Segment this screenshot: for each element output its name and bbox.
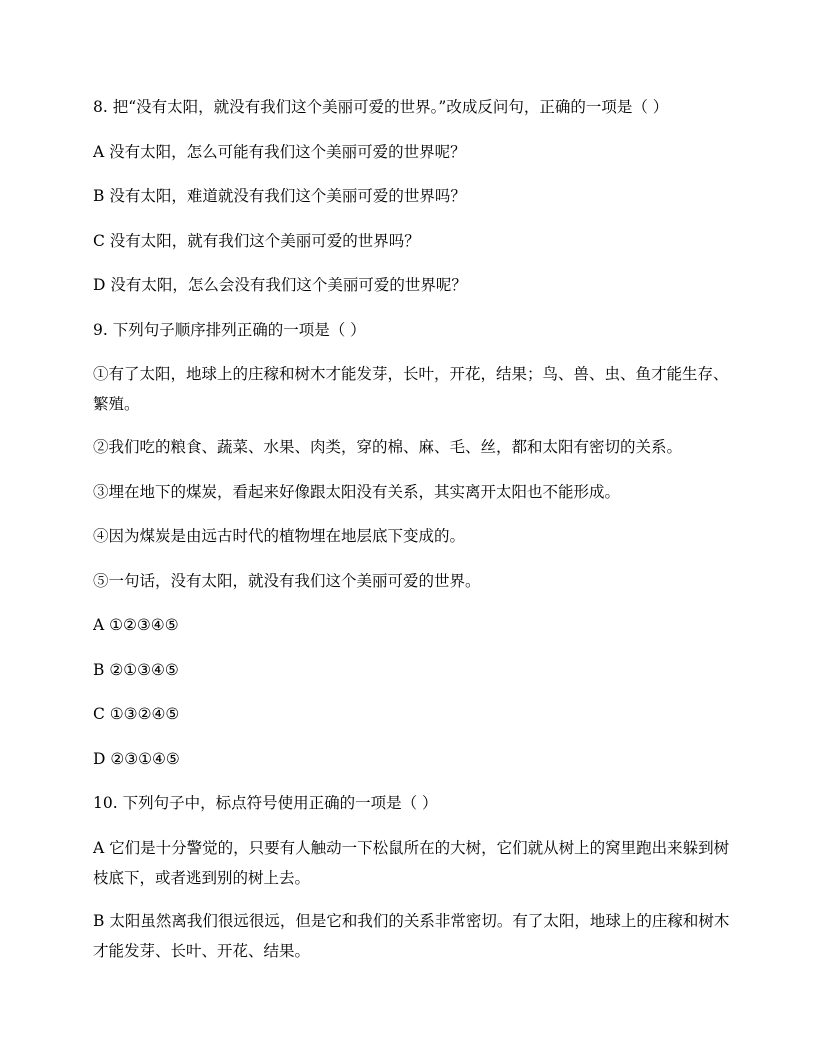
question-9-option-a: A ①②③④⑤	[93, 616, 179, 634]
question-8-stem: 8. 把“没有太阳，就没有我们这个美丽可爱的世界。”改成反问句，正确的一项是（ ）	[93, 98, 669, 116]
question-9-option-d: D ②③①④⑤	[93, 749, 180, 768]
question-8-option-a: A 没有太阳，怎么可能有我们这个美丽可爱的世界呢？	[93, 142, 466, 161]
question-9-sentence-2: ②我们吃的粮食、蔬菜、水果、肉类，穿的棉、麻、毛、丝，都和太阳有密切的关系。	[93, 438, 683, 456]
question-9-option-b: B ②①③④⑤	[93, 660, 179, 679]
question-9-sentence-5: ⑤一句话，没有太阳，就没有我们这个美丽可爱的世界。	[93, 571, 481, 590]
question-9-sentence-1: ①有了太阳，地球上的庄稼和树木才能发芽，长叶，开花，结果；鸟、兽、虫、鱼才能生存、繁殖。	[93, 365, 729, 413]
question-9-stem: 9. 下列句子顺序排列正确的一项是（ ）	[93, 320, 366, 339]
question-9-sentence-4: ④因为煤炭是由远古时代的植物埋在地层底下变成的。	[93, 527, 466, 545]
question-10-stem: 10. 下列句子中，标点符号使用正确的一项是（ ）	[93, 794, 438, 812]
question-10-option-a: A 它们是十分警觉的，只要有人触动一下松鼠所在的大树，它们就从树上的窝里跑出来躲到树枝底下，或者逃到别的树上去。	[93, 838, 730, 887]
question-8-option-b: B 没有太阳，难道就没有我们这个美丽可爱的世界吗？	[93, 187, 466, 205]
question-10-option-b: B 太阳虽然离我们很远很远，但是它和我们的关系非常密切。有了太阳，地球上的庄稼和树木才能发芽、长叶、开花、结果。	[93, 911, 730, 960]
question-8-option-d: D 没有太阳，怎么会没有我们这个美丽可爱的世界呢？	[93, 276, 467, 294]
question-8-option-c: C 没有太阳，就有我们这个美丽可爱的世界吗？	[93, 231, 420, 250]
question-9-sentence-3: ③埋在地下的煤炭，看起来好像跟太阳没有关系，其实离开太阳也不能形成。	[93, 482, 621, 501]
question-9-option-c: C ①③②④⑤	[93, 705, 180, 723]
worksheet-page	[93, 92, 733, 980]
